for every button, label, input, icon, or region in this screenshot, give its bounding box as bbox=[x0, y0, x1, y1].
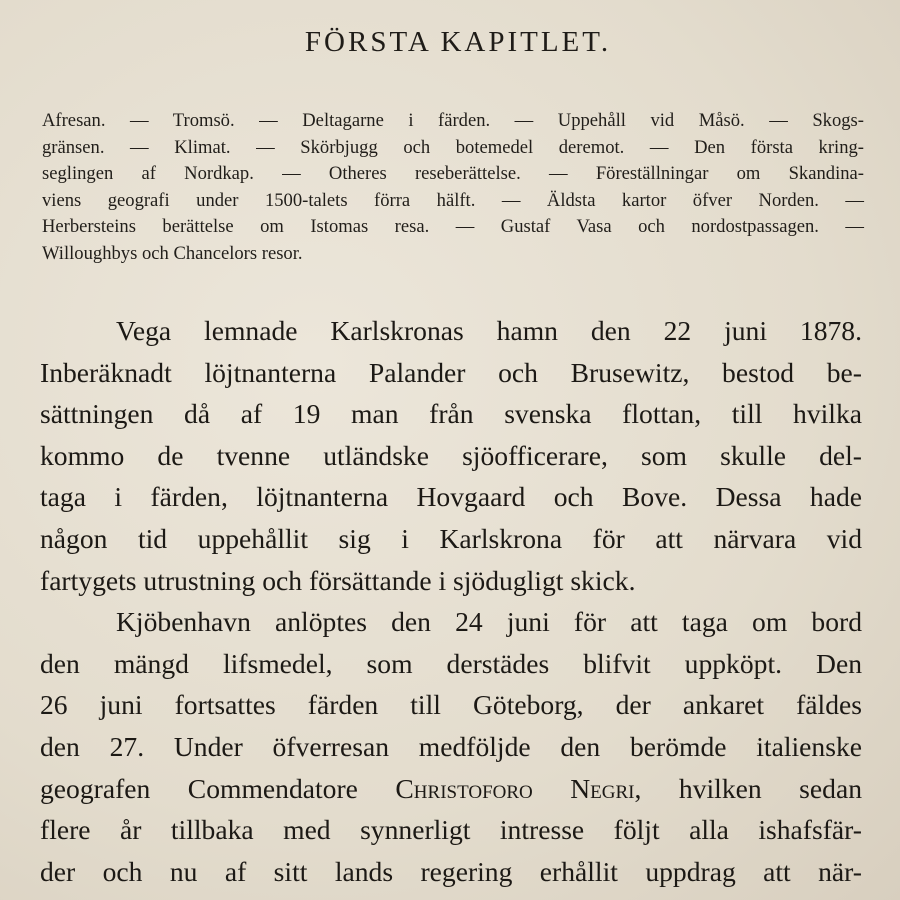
paragraph-2-line: der och nu af sitt lands regering erhållit uppdrag att när- bbox=[40, 855, 862, 887]
chapter-summary bbox=[42, 108, 864, 267]
summary-line: Willoughbys och Chancelors resor. bbox=[42, 242, 303, 264]
paragraph-2-line: den 27. Under öfverresan medföljde den berömde italienske bbox=[40, 730, 862, 762]
paragraph-1-line: Inberäknadt löjtnanterna Palander och Brusewitz, bestod be- bbox=[40, 356, 862, 388]
summary-line: Herbersteins berättelse om Istomas resa. — Gustaf Vasa och nordostpassagen. — bbox=[42, 216, 864, 237]
summary-line: gränsen. — Klimat. — Skörbjugg och botemedel deremot. — Den första kring- bbox=[42, 136, 864, 158]
paragraph-1-line: sättningen då af 19 man från svenska flottan, till hvilka bbox=[40, 398, 862, 430]
paragraph-2-line: Kjöbenhavn anlöptes den 24 juni för att taga om bord bbox=[116, 606, 862, 638]
line-text-before-name: geografen Commendatore bbox=[40, 772, 396, 804]
person-name: Christoforo Negri bbox=[395, 772, 635, 804]
paragraph-2-line-with-name bbox=[40, 768, 862, 810]
paragraph-1-line: taga i färden, löjtnanterna Hovgaard och Bove. Dessa hade bbox=[40, 481, 862, 513]
summary-line: viens geografi under 1500-talets förra hälft. — Äldsta kartor öfver Norden. — bbox=[42, 189, 864, 211]
body-text bbox=[40, 310, 862, 892]
paragraph-2-line: 26 juni fortsattes färden till Göteborg, der ankaret fäldes bbox=[40, 689, 862, 721]
paragraph-1-line: Vega lemnade Karlskronas hamn den 22 juni 1878. bbox=[116, 315, 862, 346]
summary-line: Afresan. — Tromsö. — Deltagarne i färden. — Uppehåll vid Måsö. — Skogs- bbox=[42, 110, 864, 131]
paragraph-1-line: fartygets utrustning och försättande i sjödugligt skick. bbox=[40, 564, 636, 596]
paragraph-2-line: flere år tillbaka med synnerligt intresse följt alla ishafsfär- bbox=[40, 814, 862, 846]
summary-line: seglingen af Nordkap. — Otheres reseberättelse. — Föreställningar om Skandina- bbox=[42, 163, 864, 184]
line-text-after-name: , hvilken sedan bbox=[634, 772, 862, 804]
paragraph-2-line: den mängd lifsmedel, som derstädes blifvit uppköpt. Den bbox=[40, 647, 862, 679]
chapter-title: FÖRSTA KAPITLET. bbox=[304, 26, 612, 58]
paragraph-1-line: någon tid uppehållit sig i Karlskrona för att närvara vid bbox=[40, 522, 862, 554]
paragraph-1-line: kommo de tvenne utländske sjöofficerare, som skulle del- bbox=[40, 439, 862, 471]
